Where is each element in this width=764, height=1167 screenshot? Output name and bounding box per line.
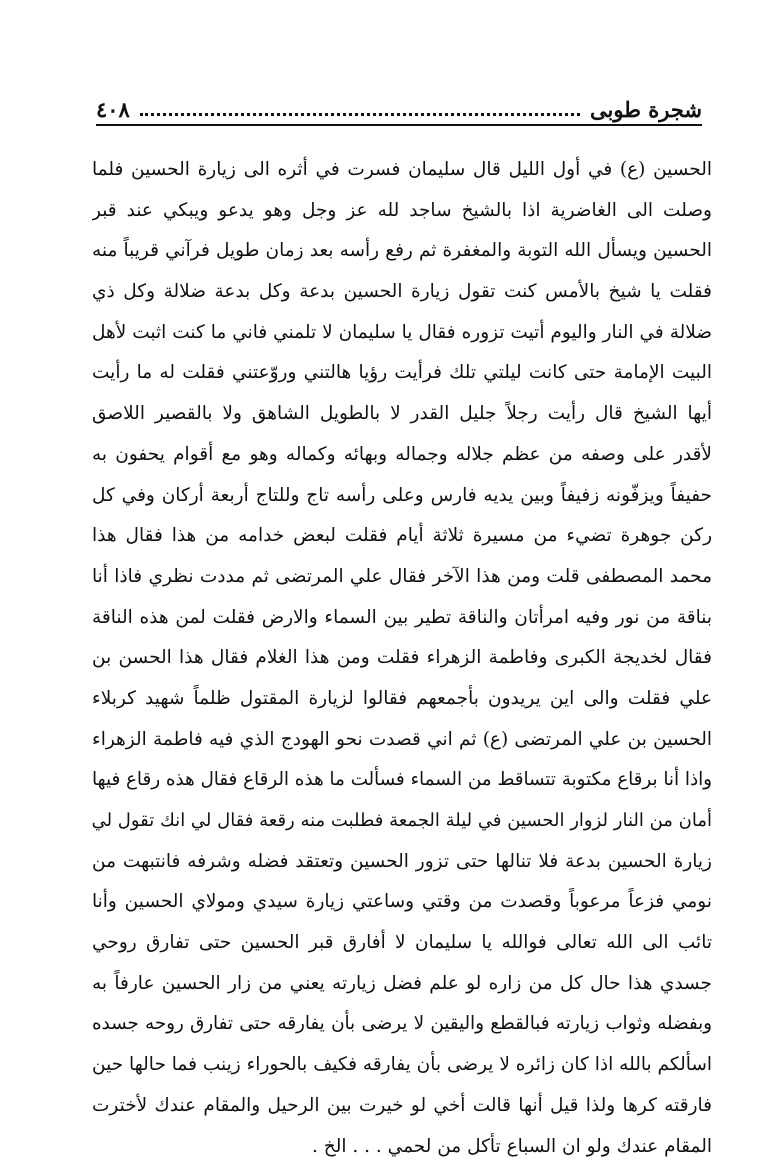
text-line: بناقة من نور وفيه امرأتان والناقة تطير بين السماء والارض فقلت لمن هذه الناقة: [92, 598, 712, 639]
text-line: واذا أنا برقاع مكتوبة تتساقط من السماء فسألت ما هذه الرقاع فقال هذه رقاع فيها: [92, 760, 712, 801]
page-number: ٤٠٨: [96, 97, 130, 122]
text-line: فقال لخديجة الكبرى وفاطمة الزهراء فقلت ومن هذا الغلام فقال هذا الحسن بن: [92, 638, 712, 679]
text-line: وصلت الى الغاضرية اذا بالشيخ ساجد لله عز وجل وهو يدعو ويبكي عند قبر: [92, 191, 712, 232]
text-line: البيت الإمامة حتى كانت ليلتي تلك فرأيت رؤيا هالتني وروّعتني فقلت له ما رأيت: [92, 353, 712, 394]
text-line: لأقدر على وصفه من عظم جلاله وجماله وبهائه وكماله وهو مع أقوام يحفون به: [92, 435, 712, 476]
text-line: علي فقلت والى اين يريدون بأجمعهم فقالوا لزيارة المقتول ظلماً شهيد كربلاء: [92, 679, 712, 720]
text-line: أمان من النار لزوار الحسين في ليلة الجمعة فطلبت منه رقعة فقال لي انك تقول لي: [92, 801, 712, 842]
text-line: الحسين ويسأل الله التوبة والمغفرة ثم رفع رأسه بعد زمان طويل فرآني قريباً منه: [92, 231, 712, 272]
text-line: ضلالة في النار واليوم أتيت تزوره فقال يا سليمان لا تلمني فاني ما كنت اثبت لأهل: [92, 313, 712, 354]
text-line: ركن جوهرة تضيء من مسيرة ثلاثة أيام فقلت لبعض خدامه من هذا فقال هذا: [92, 516, 712, 557]
page-header: [96, 86, 702, 126]
running-title: شجرة طوبى: [590, 97, 702, 122]
text-line: زيارة الحسين بدعة فلا تنالها حتى تزور الحسين وتعتقد فضله وشرفه فانتبهت من: [92, 842, 712, 883]
text-line: الحسين (ع) في أول الليل قال سليمان فسرت في أثره الى زيارة الحسين فلما: [92, 150, 712, 191]
text-line: فقلت يا شيخ بالأمس كنت تقول زيارة الحسين بدعة وكل بدعة ضلالة وكل ذي: [92, 272, 712, 313]
text-line: جسدي هذا حال كل من زاره لو علم فضل زيارته يعني من زار الحسين عارفاً به: [92, 964, 712, 1005]
text-line: تائب الى الله تعالى فوالله يا سليمان لا أفارق قبر الحسين حتى تفارق روحي: [92, 923, 712, 964]
text-line: وبفضله وثواب زيارته فبالقطع واليقين لا يرضى بأن يفارقه حتى تفارق روحه جسده: [92, 1004, 712, 1045]
header-dot-leader: [140, 112, 580, 116]
text-line: محمد المصطفى قلت ومن هذا الآخر فقال علي المرتضى ثم مددت نظري فاذا أنا: [92, 557, 712, 598]
text-line: الحسين بن علي المرتضى (ع) ثم اني قصدت نحو الهودج الذي فيه فاطمة الزهراء: [92, 720, 712, 761]
text-line: حفيفاً ويزفّونه زفيفاً وبين يديه فارس وعلى رأسه تاج وللتاج أربعة أركان وفي كل: [92, 476, 712, 517]
text-line-last: المقام عندك ولو ان السباع تأكل من لحمي . . . الخ .: [92, 1127, 712, 1167]
body-text: [92, 150, 712, 1167]
text-line: نومي فزعاً مرعوباً وقصدت من وقتي وساعتي زيارة سيدي ومولاي الحسين وأنا: [92, 882, 712, 923]
text-line: اسألكم بالله اذا كان زائره لا يرضى بأن يفارقه فكيف بالحوراء زينب فما حالها حين: [92, 1045, 712, 1086]
text-line: فارقته كرها ولذا قيل أنها قالت أخي لو خيرت بين الرحيل والمقام عندك لأخترت: [92, 1086, 712, 1127]
text-line: أيها الشيخ قال رأيت رجلاً جليل القدر لا بالطويل الشاهق ولا بالقصير اللاصق: [92, 394, 712, 435]
